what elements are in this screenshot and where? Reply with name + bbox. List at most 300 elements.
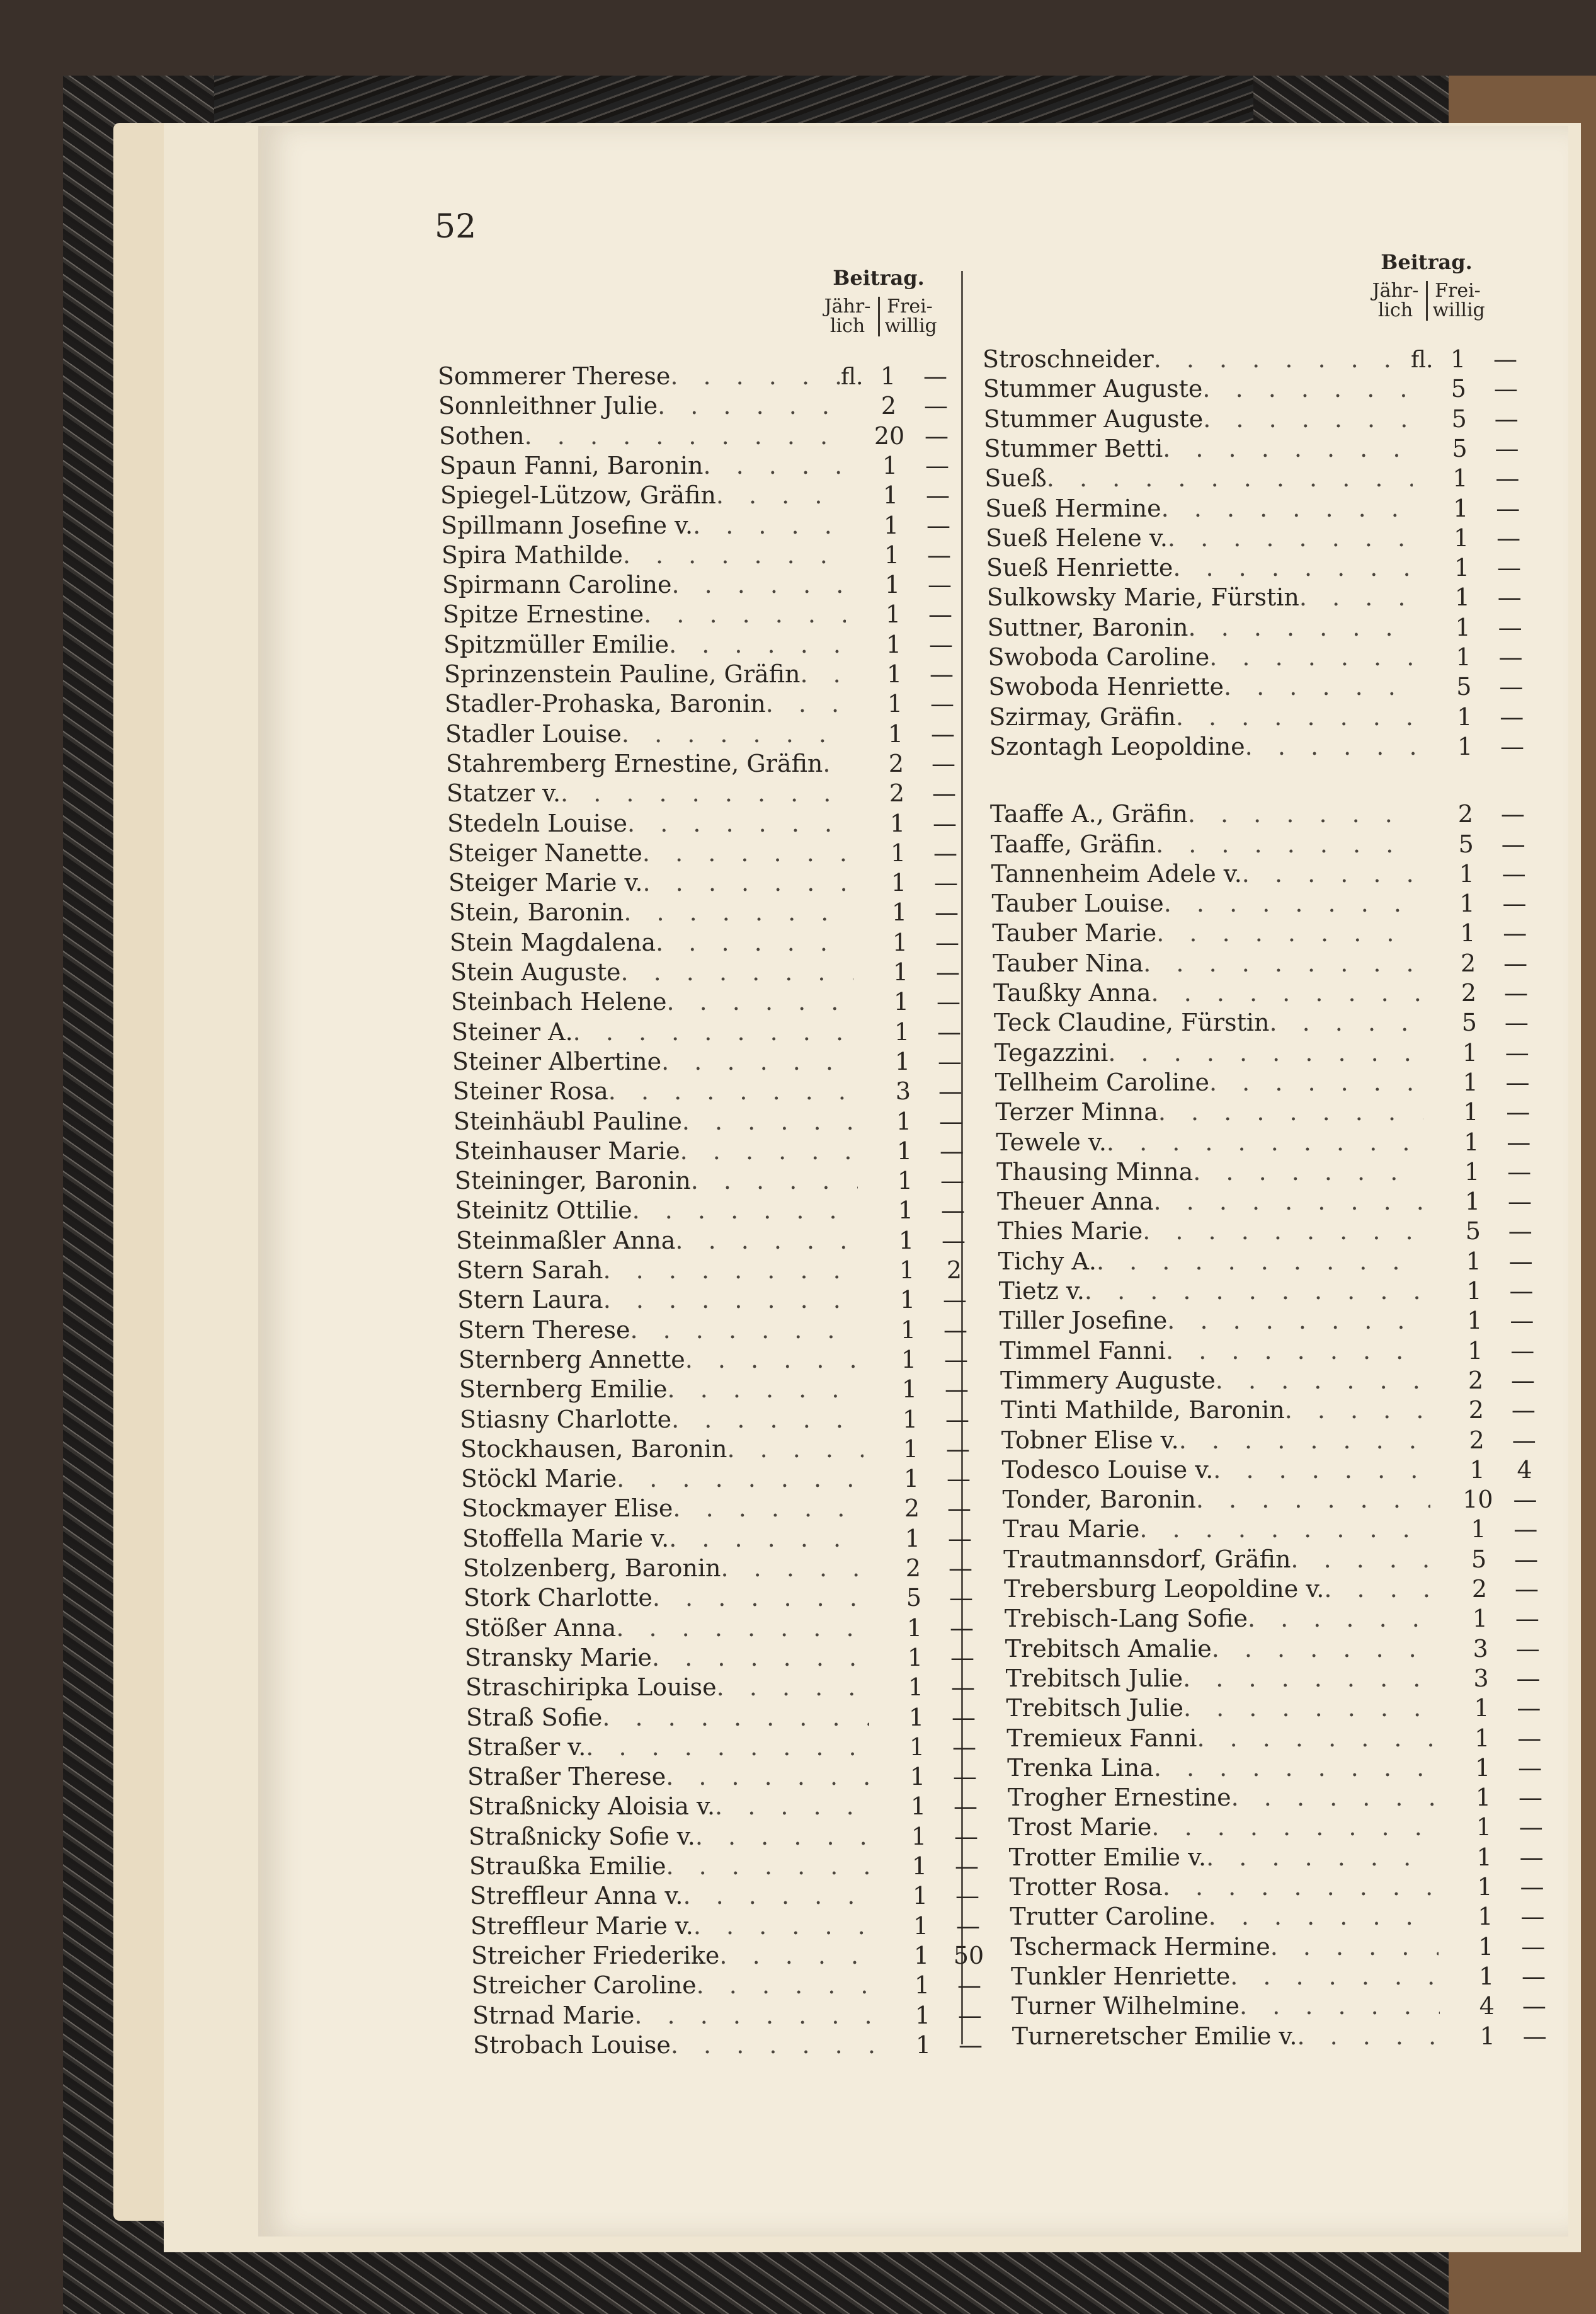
list-item [991,830,1539,860]
annual-amount: 1 [887,719,904,748]
entry-name: Teck Claudine, Fürstin [993,1009,1270,1037]
list-item [467,1733,989,1763]
voluntary-amount: — [952,1703,976,1731]
entry-name: Sprinzenstein Pauline, Gräfin [444,660,801,688]
leader-dots [1139,1515,1431,1543]
voluntary-amount: — [1500,800,1525,828]
leader-dots [682,1108,857,1135]
list-item [997,1188,1545,1217]
list-item [988,643,1536,673]
entry-name: Tremieux Fanni [1006,1724,1197,1752]
voluntary-amount: — [955,1882,979,1910]
leader-dots [721,1554,866,1582]
list-item [988,673,1536,702]
entry-name: Straußka Emilie [469,1852,666,1880]
leader-dots [1085,1277,1427,1305]
leader-dots [1158,1098,1424,1126]
list-item [998,1217,1546,1247]
voluntary-amount: — [935,898,959,927]
annual-amount: 1 [908,1703,925,1731]
list-item [462,1494,984,1524]
list-item [1008,1813,1556,1843]
voluntary-amount: — [1497,583,1522,612]
leader-dots [766,690,848,718]
list-item [984,464,1532,494]
voluntary-amount: — [954,1792,978,1821]
voluntary-amount: — [1520,1903,1545,1931]
annual-amount: 1 [897,1167,913,1195]
list-item [1006,1694,1554,1724]
voluntary-amount: — [937,1017,961,1046]
entry-name: Tonder, Baronin [1002,1486,1196,1514]
leader-dots [1161,495,1414,522]
entry-name: Stern Therese [458,1315,630,1344]
annual-amount: 1 [891,898,908,927]
leader-dots [693,1912,874,1940]
header-title: Beitrag. [833,266,925,290]
list-item [467,1763,990,1792]
leader-dots [1183,1664,1434,1692]
entry-name: Taaffe, Gräfin [990,830,1156,858]
annual-amount: 1 [885,600,901,629]
annual-amount: 1 [894,1017,910,1046]
annual-amount: 1 [914,1971,930,2000]
leader-dots [643,869,852,896]
annual-amount: 2 [1457,800,1473,828]
voluntary-amount: — [1515,1634,1540,1663]
list-item [442,541,964,571]
list-item [453,1077,976,1107]
list-item [994,1009,1542,1038]
entry-name: Stern Laura [457,1286,603,1314]
list-item [466,1704,989,1733]
entry-name: Spillmann Josefine v. [441,511,693,539]
voluntary-amount: — [947,1494,971,1523]
entry-name: Trogher Ernestine [1007,1784,1231,1812]
leader-dots [1154,1754,1435,1782]
leader-dots [1197,1724,1435,1752]
voluntary-amount: — [1500,702,1524,731]
leader-dots [703,452,843,479]
list-item [1006,1724,1554,1754]
entry-name: Straßnicky Aloisia v. [468,1792,715,1821]
annual-amount: 1 [1462,1068,1478,1096]
list-item [989,733,1537,762]
voluntary-amount: — [1510,1336,1535,1365]
entry-name: Thausing Minna [996,1157,1194,1186]
entry-name: Trebersburg Leopoldine v. [1004,1575,1325,1603]
leader-dots [1196,1486,1431,1513]
list-item [983,345,1530,375]
voluntary-amount: — [1522,1992,1546,2020]
entry-name: Straß Sofie [466,1703,603,1731]
list-item [1004,1575,1552,1605]
entry-name: Steiger Marie v. [448,869,643,897]
leader-dots [634,2002,875,2029]
leader-dots [1242,860,1420,888]
entry-name: Tietz v. [998,1277,1085,1305]
entry-name: Tauber Louise [991,890,1164,918]
list-item [464,1584,986,1613]
leader-dots [656,929,853,956]
leader-dots [727,1435,864,1463]
leader-dots [801,660,847,688]
leader-dots [1188,800,1418,828]
list-item [984,405,1532,435]
voluntary-amount: — [942,1226,966,1254]
list-item [463,1554,986,1584]
annual-amount: 1 [882,481,899,510]
entry-name: Tauber Nina [993,949,1144,977]
list-item [995,1039,1542,1068]
annual-amount: 1 [1455,613,1471,641]
list-item [455,1196,978,1226]
list-item [1010,1933,1558,1962]
annual-amount: 1 [1462,1038,1478,1067]
annual-amount: 1 [901,1345,917,1373]
list-item [469,1823,991,1852]
voluntary-amount: — [923,362,947,390]
list-item [448,869,971,898]
leader-dots [1209,643,1416,671]
list-item [1007,1754,1555,1784]
leader-dots [658,392,841,420]
entry-name: Tauber Marie [992,919,1157,948]
entry-name: Statzer v. [447,779,561,808]
list-item [450,958,973,988]
leader-dots [586,1733,870,1761]
annual-amount: 1 [1456,643,1471,671]
entry-name: Stein Auguste [450,958,621,986]
list-item [444,660,967,690]
leader-dots [1193,1158,1425,1186]
list-item [459,1375,982,1405]
voluntary-amount: — [925,421,949,450]
voluntary-amount: — [931,719,955,748]
entry-name: Steiner A. [452,1017,573,1046]
entry-name: Tichy A. [998,1247,1097,1275]
list-item [450,929,972,958]
entry-name: Stockhausen, Baronin [460,1435,727,1463]
voluntary-amount: — [938,1077,962,1106]
voluntary-amount: — [1514,1545,1539,1573]
voluntary-amount: — [937,988,960,1016]
entry-name: Stummer Auguste [983,404,1204,433]
leader-dots [1299,583,1415,611]
list-item [1000,1337,1548,1366]
entry-name: Streffleur Marie v. [470,1911,693,1940]
entry-name: Turneretscher Emilie v. [1012,2022,1297,2050]
entry-name: Sommerer Therese [438,362,671,390]
entry-name: Stolzenberg, Baronin [463,1554,721,1582]
list-item [983,375,1531,404]
entry-name: Timmel Fanni [1000,1336,1166,1365]
annual-amount: 1 [1474,1694,1490,1722]
leader-dots [670,362,841,390]
list-item [1001,1396,1549,1426]
voluntary-amount: — [1496,494,1520,522]
leader-dots [671,2031,876,2059]
list-item [447,779,969,809]
entry-name: Tunkler Henriette [1011,1962,1231,1990]
leader-dots [1183,1694,1434,1722]
list-item [452,1048,975,1077]
annual-amount: 1 [1453,494,1469,522]
leader-dots [1270,1933,1439,1961]
entry-name: Todesco Louise v. [1001,1455,1214,1484]
leader-dots [603,1286,860,1314]
entry-name: Taußky Anna [993,979,1151,1007]
voluntary-amount: — [1506,1098,1530,1126]
voluntary-amount: — [1504,1009,1529,1037]
voluntary-amount: — [933,839,957,867]
voluntary-amount: — [958,2001,982,2029]
leader-dots [1154,345,1411,373]
leader-dots [1230,1962,1439,1990]
annual-amount: 1 [1466,1247,1481,1275]
voluntary-amount: — [932,779,956,808]
entry-name: Stein, Baronin [449,898,624,927]
entry-name: Trost Marie [1008,1813,1152,1841]
entry-name: Stadler Louise [445,719,622,748]
list-item [1010,1873,1558,1903]
voluntary-amount: — [950,1643,974,1671]
annual-amount: 1 [1476,1813,1491,1841]
leader-dots [661,1048,855,1075]
voluntary-amount: — [933,809,957,837]
list-item [1006,1664,1554,1694]
leader-dots [716,481,843,509]
list-item [452,1018,974,1048]
list-item [1008,1784,1556,1813]
list-item [441,512,964,541]
annual-amount: 1 [1457,702,1473,731]
list-item [459,1346,981,1375]
annual-amount: 5 [1456,673,1472,701]
voluntary-amount: — [946,1435,970,1463]
entry-name: Swoboda Henriette [988,673,1224,701]
entry-name: Trau Marie [1003,1515,1140,1544]
entry-name: Thies Marie [997,1217,1143,1246]
voluntary-amount: — [1505,1038,1529,1067]
voluntary-amount: — [1500,732,1525,760]
voluntary-amount: — [1511,1366,1536,1394]
annual-amount: 1 [898,1226,915,1254]
leader-dots [1213,1456,1430,1484]
entry-name: Szirmay, Gräfin [989,702,1176,731]
list-item [986,524,1534,554]
annual-amount: 1 [915,2001,931,2029]
list-item [995,1068,1543,1098]
entry-name: Stransky Marie [465,1643,653,1671]
leader-dots [603,1256,860,1284]
leader-dots [1156,919,1420,947]
list-item [446,750,969,779]
list-item [986,554,1534,583]
leader-dots [666,1852,872,1880]
leader-dots [1203,405,1411,433]
leader-dots [1166,1337,1428,1365]
leader-dots [823,750,849,777]
leader-dots [525,422,842,450]
list-item [988,614,1536,643]
leader-dots [717,1673,869,1701]
voluntary-amount: — [948,1524,972,1552]
annual-amount: 1 [915,2030,932,2059]
entry-name: Suttner, Baronin [987,613,1188,641]
leader-dots [1206,1843,1437,1871]
annual-amount: 1 [1457,732,1473,760]
entry-name: Spitzmüller Emilie [443,630,670,658]
entry-name: Sueß [984,464,1047,493]
list-item [989,703,1537,733]
list-item [1011,1962,1559,1992]
voluntary-amount: — [932,749,955,777]
list-item [995,1098,1543,1128]
annual-amount: 1 [1459,890,1475,918]
header-title: Beitrag. [1381,250,1473,274]
annual-amount: 1 [903,1435,919,1463]
leader-dots [1209,1903,1439,1930]
entry-name: Trebitsch Amalie [1005,1634,1212,1663]
voluntary-amount: — [955,1852,979,1880]
voluntary-amount: — [1495,464,1520,493]
voluntary-amount: — [957,1971,981,2000]
list-item [992,919,1540,949]
voluntary-amount: — [1505,1068,1530,1096]
entry-name: Sueß Helene v. [986,524,1168,552]
page-number: 52 [435,208,477,246]
list-item [440,481,963,511]
entry-name: Trebisch-Lang Sofie [1004,1605,1248,1633]
list-item [996,1158,1544,1188]
entry-name: Trebitsch Julie [1006,1694,1183,1722]
leader-dots [1151,1813,1436,1841]
voluntary-amount: — [947,1465,971,1493]
voluntary-amount: — [927,541,951,569]
annual-amount: 2 [1468,1396,1484,1424]
entry-name: Tannenheim Adele v. [991,859,1242,888]
annual-amount: 1 [883,511,899,539]
leader-dots [1151,979,1422,1007]
leader-dots [680,1137,857,1165]
entry-name: Steiner Rosa [453,1077,608,1106]
annual-amount: 2 [1461,949,1476,977]
leader-dots [630,1316,861,1344]
leader-dots [616,1614,867,1642]
annual-amount: 1 [904,1524,921,1552]
voluntary-amount: — [1493,345,1517,373]
annual-amount: 1 [909,1733,925,1761]
list-item [439,422,962,452]
list-item [457,1256,979,1286]
leader-dots [617,1465,864,1492]
entry-name: Stockmayer Elise [462,1494,673,1523]
leader-dots [695,1823,872,1850]
voluntary-amount: — [941,1196,965,1225]
annual-amount: 1 [908,1673,924,1702]
leader-dots [1097,1247,1427,1275]
leader-dots [1209,1068,1423,1096]
list-item [1010,1903,1558,1932]
list-item [465,1673,988,1703]
list-item [438,362,960,392]
voluntary-amount: — [938,1047,962,1075]
annual-amount: 2 [1469,1426,1485,1454]
leader-dots [1168,524,1414,552]
annual-amount: 1 [1477,1873,1493,1901]
list-item [454,1137,977,1167]
list-item [458,1316,981,1346]
annual-amount: 2 [889,779,905,808]
entry-name: Stöckl Marie [461,1465,617,1493]
entry-name: Strnad Marie [472,2001,635,2029]
leader-dots [627,810,850,837]
annual-amount: 5 [1471,1545,1487,1573]
voluntary-amount: — [936,958,960,986]
entry-name: Trotter Rosa [1009,1873,1163,1901]
list-item [460,1406,983,1435]
annual-amount: 1 [1454,583,1470,612]
list-item [998,1247,1546,1277]
voluntary-amount: — [1518,1753,1542,1782]
entry-name: Straßnicky Sofie v. [469,1822,695,1850]
entry-name: Steinmaßler Anna [456,1226,676,1254]
leader-dots [1248,1605,1433,1632]
entry-name: Stößer Anna [464,1613,617,1642]
leader-dots [1179,1426,1430,1454]
voluntary-amount: — [935,928,959,956]
annual-amount: 1 [902,1405,918,1433]
leader-dots [1143,1217,1426,1245]
leader-dots [715,1792,871,1820]
list-item [471,1942,994,1971]
leader-dots [675,1227,859,1254]
leader-dots [697,1971,875,1999]
voluntary-amount: — [1519,1813,1543,1841]
leader-dots [608,1077,856,1105]
entry-name: Stern Sarah [457,1256,603,1284]
header-annual: Jähr-lich [1371,281,1428,321]
entry-name: Stork Charlotte [464,1584,653,1612]
list-item [465,1644,988,1673]
entry-name: Steininger, Baronin [455,1167,691,1195]
entry-name: Strobach Louise [473,2030,671,2059]
entry-name: Stein Magdalena [450,928,656,956]
annual-amount: 1 [899,1256,915,1284]
leader-dots [622,720,848,748]
leader-dots [1176,703,1417,731]
entry-name: Steiner Albertine [452,1047,662,1075]
leader-dots [1164,890,1420,917]
annual-amount: 1 [1479,2022,1495,2050]
annual-amount: 1 [894,1047,911,1075]
entry-name: Steinbach Helene [451,988,667,1016]
voluntary-amount: — [1517,1724,1542,1752]
entry-name: Tewele v. [996,1128,1107,1156]
list-item [991,890,1539,919]
annual-amount: 1 [1471,1515,1486,1544]
voluntary-amount: — [1519,1843,1544,1871]
entry-name: Spirmann Caroline [442,571,672,599]
voluntary-amount: 50 [953,1941,984,1969]
list-item [990,800,1538,830]
leader-dots [1202,375,1411,403]
currency-unit: fl. [1411,347,1434,373]
annual-amount: 1 [912,1882,928,1910]
list-item [457,1286,980,1315]
entry-name: Spiegel-Lützow, Gräfin [440,481,716,510]
